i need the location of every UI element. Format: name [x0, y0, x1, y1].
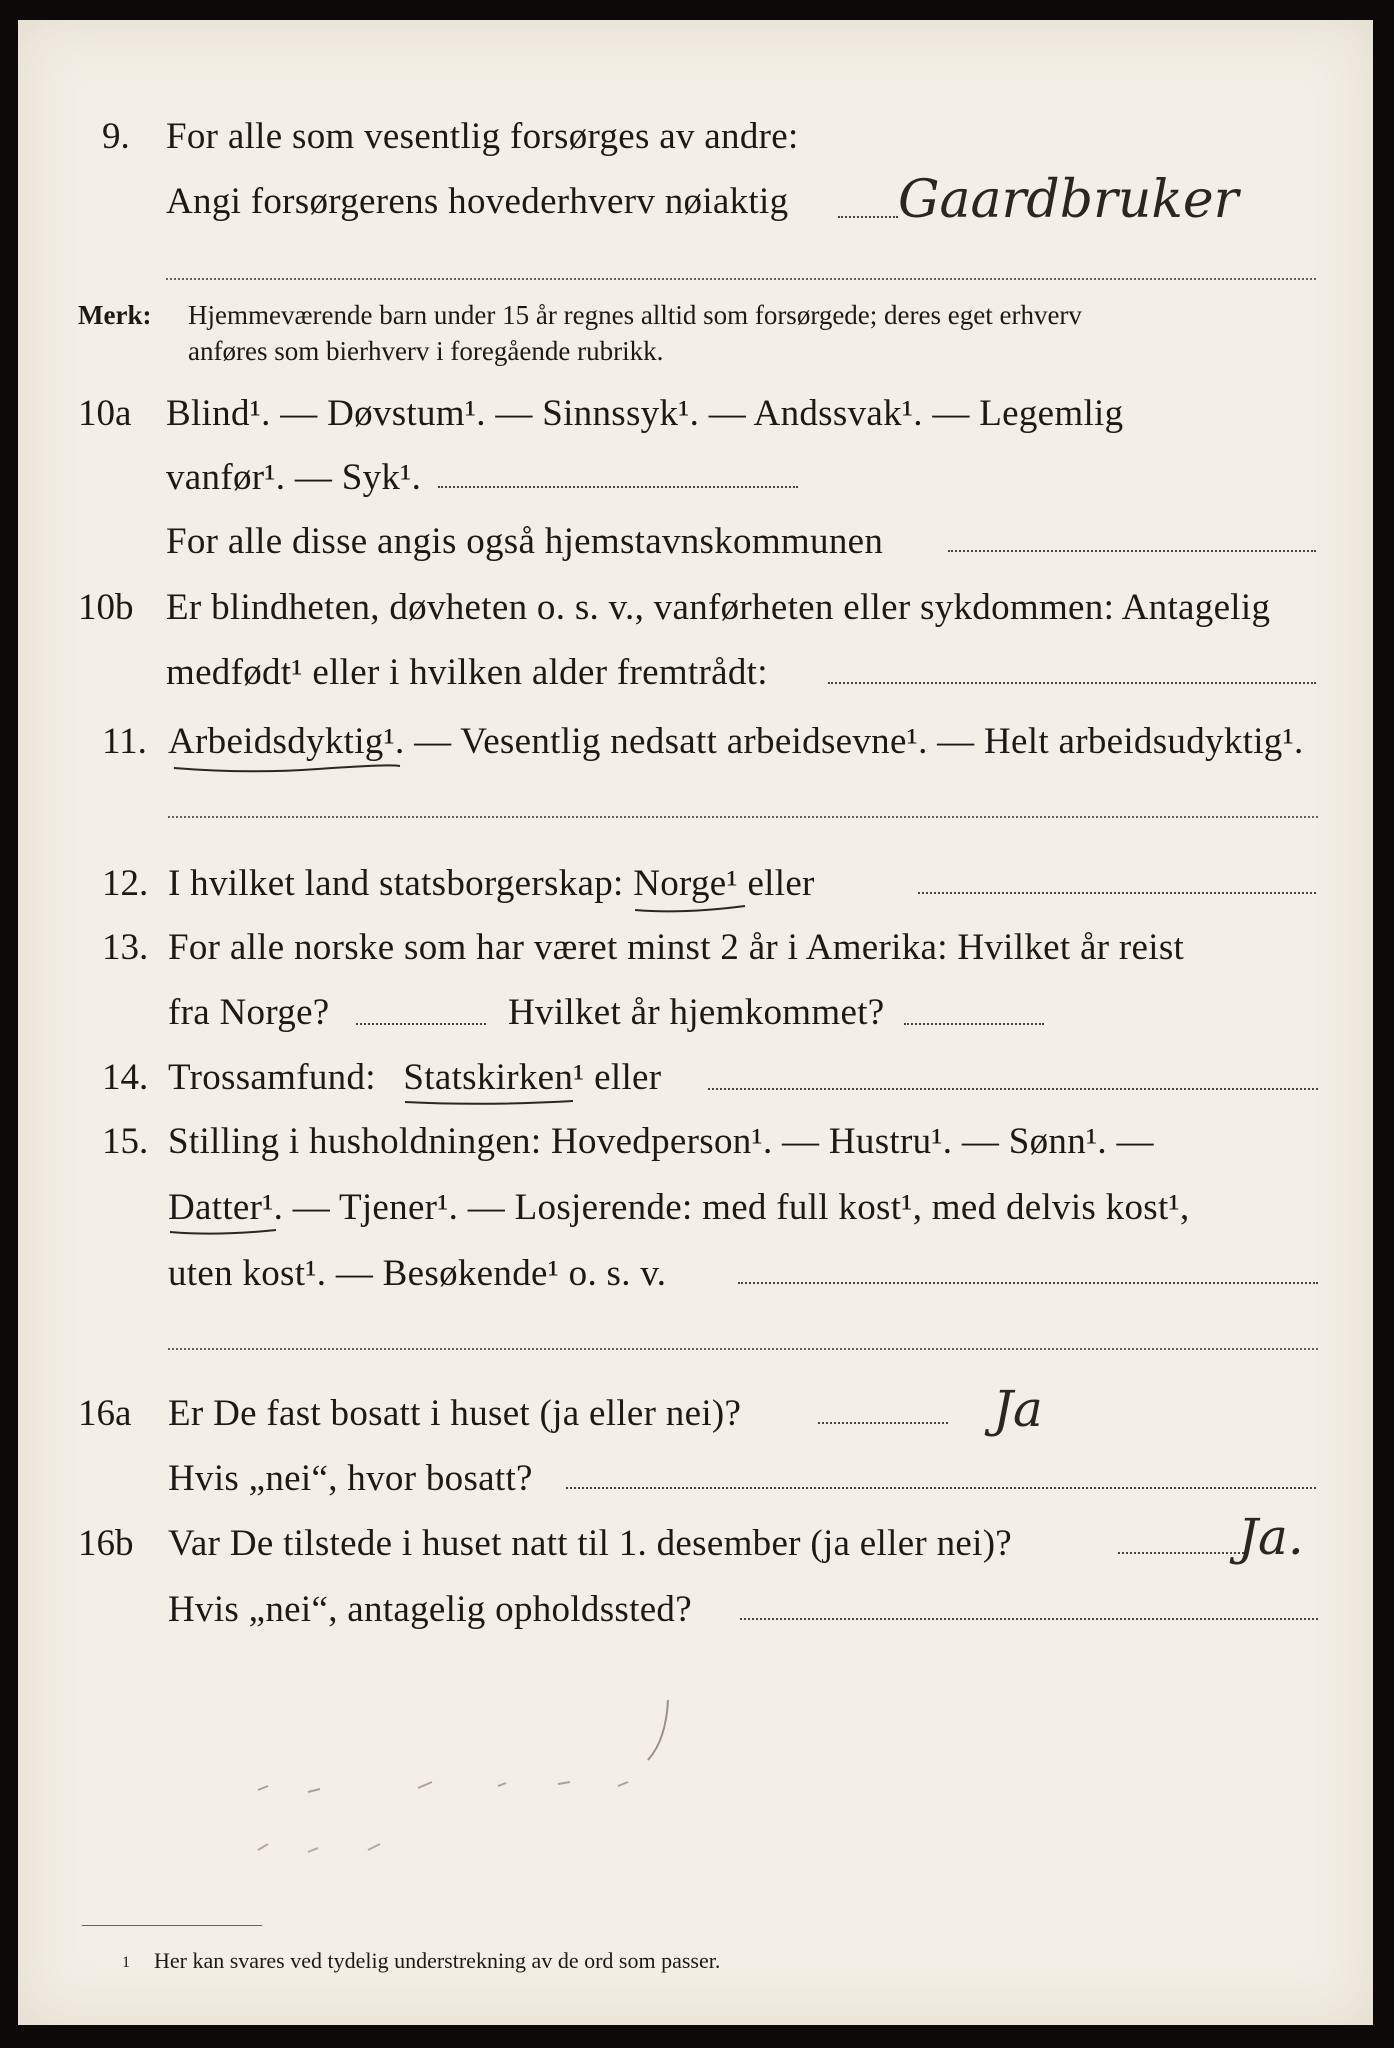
q16b-opholdssted-dots	[740, 1618, 1318, 1620]
q9-separator	[166, 278, 1316, 280]
q10a-kommune-dots	[948, 550, 1316, 552]
q16b-dots	[1118, 1552, 1248, 1554]
q16a-handwritten-answer: Ja	[993, 1380, 1043, 1438]
q10b-line2: medfødt¹ eller i hvilken alder fremtrådt:	[166, 652, 768, 693]
q14-line	[168, 1056, 661, 1099]
q15-line2-rest: — Tjener¹. — Losjerende: med full kost¹, med delvis kost¹,	[292, 1187, 1190, 1228]
q11-line	[168, 720, 1304, 763]
q10b-dots	[828, 682, 1316, 684]
merk-line1: Hjemmeværende barn under 15 år regnes alltid som forsørgede; deres eget erhverv	[188, 300, 1082, 330]
q15-option-datter-label: Datter¹.	[168, 1187, 284, 1228]
q14-prompt: Trossamfund:	[168, 1057, 376, 1098]
census-form-page	[18, 20, 1373, 2025]
q12-prompt: I hvilket land statsborgerskap:	[168, 863, 624, 904]
q12-option-norge[interactable]	[633, 863, 738, 904]
q16a-line1: Er De fast bosatt i huset (ja eller nei)?	[168, 1393, 742, 1434]
q11-underline-mark	[168, 760, 408, 780]
q10b-line1: Er blindheten, døvheten o. s. v., vanførheten eller sykdommen: Antagelig	[166, 587, 1271, 628]
q10a-line2: vanfør¹. — Syk¹.	[166, 457, 422, 498]
merk-label: Merk:	[78, 300, 152, 330]
q15-line1: Stilling i husholdningen: Hovedperson¹. — Hustru¹. — Sønn¹. —	[168, 1121, 1154, 1162]
q11-option-arbeidsdyktig-label: Arbeidsdyktig¹.	[168, 721, 405, 762]
q15-underline-mark	[168, 1226, 288, 1246]
footnote-text: Her kan svares ved tydelig understrekning av de ord som passer.	[154, 1948, 721, 1973]
q12-post: eller	[747, 863, 815, 904]
q9-answer-dots	[838, 216, 898, 218]
q12-option-norge-label: Norge¹	[633, 863, 738, 904]
q13-line2a: fra Norge?	[168, 992, 330, 1033]
q11-rest: — Vesentlig nedsatt arbeidsevne¹. — Helt arbeidsudyktig¹.	[414, 721, 1304, 762]
q11-number: 11.	[102, 721, 147, 762]
q12-number: 12.	[102, 863, 149, 904]
q11-separator	[168, 816, 1318, 818]
q13-line2b: Hvilket år hjemkommet?	[508, 992, 885, 1033]
q16a-line2: Hvis „nei“, hvor bosatt?	[168, 1458, 533, 1499]
q10a-syk-dots	[438, 486, 798, 488]
q9-number: 9.	[102, 116, 130, 157]
q13-reist-dots	[356, 1023, 486, 1025]
q16b-line2: Hvis „nei“, antagelig opholdssted?	[168, 1589, 692, 1630]
q15-line3: uten kost¹. — Besøkende¹ o. s. v.	[168, 1253, 667, 1294]
q15-dots	[738, 1282, 1318, 1284]
q16a-dots	[818, 1422, 948, 1424]
q16b-number: 16b	[78, 1523, 134, 1564]
q13-number: 13.	[102, 927, 149, 968]
q10a-number: 10a	[78, 393, 132, 434]
q16a-number: 16a	[78, 1393, 132, 1434]
q14-option-statskirken[interactable]	[403, 1057, 584, 1098]
footnote-rule	[82, 1925, 262, 1926]
q11-option-arbeidsdyktig[interactable]	[168, 721, 405, 762]
footnote-mark: 1	[122, 1954, 130, 1971]
q15-line2	[168, 1186, 1190, 1229]
q16b-handwritten-answer: Ja.	[1238, 1508, 1304, 1566]
q12-line	[168, 862, 815, 905]
q16b-line1: Var De tilstede i huset natt til 1. desember (ja eller nei)?	[168, 1523, 1013, 1564]
q9-line1: For alle som vesentlig forsørges av andre:	[166, 116, 799, 157]
q10b-number: 10b	[78, 587, 134, 628]
q15-option-datter[interactable]	[168, 1187, 283, 1228]
q16a-bosatt-dots	[566, 1487, 1316, 1489]
pencil-marks	[198, 1700, 758, 1900]
q14-number: 14.	[102, 1057, 149, 1098]
merk-line2: anføres som bierhverv i foregående rubrikk.	[188, 336, 664, 366]
q10a-line1: Blind¹. — Døvstum¹. — Sinnssyk¹. — Andssvak¹. — Legemlig	[166, 393, 1124, 434]
q12-underline-mark	[633, 902, 753, 922]
q12-dots	[918, 892, 1316, 894]
q9-line2: Angi forsørgerens hovederhverv nøiaktig	[166, 181, 789, 222]
q14-option-statskirken-label: Statskirken¹	[403, 1057, 585, 1098]
q15-separator	[168, 1348, 1318, 1350]
q14-post: eller	[594, 1057, 662, 1098]
q9-handwritten-answer: Gaardbruker	[898, 170, 1239, 230]
q10a-line3: For alle disse angis også hjemstavnskommunen	[166, 521, 884, 562]
q15-number: 15.	[102, 1121, 149, 1162]
q14-underline-mark	[403, 1096, 583, 1116]
q13-line1: For alle norske som har været minst 2 år i Amerika: Hvilket år reist	[168, 927, 1185, 968]
q13-hjemkommet-dots	[904, 1023, 1044, 1025]
q14-dots	[708, 1088, 1318, 1090]
